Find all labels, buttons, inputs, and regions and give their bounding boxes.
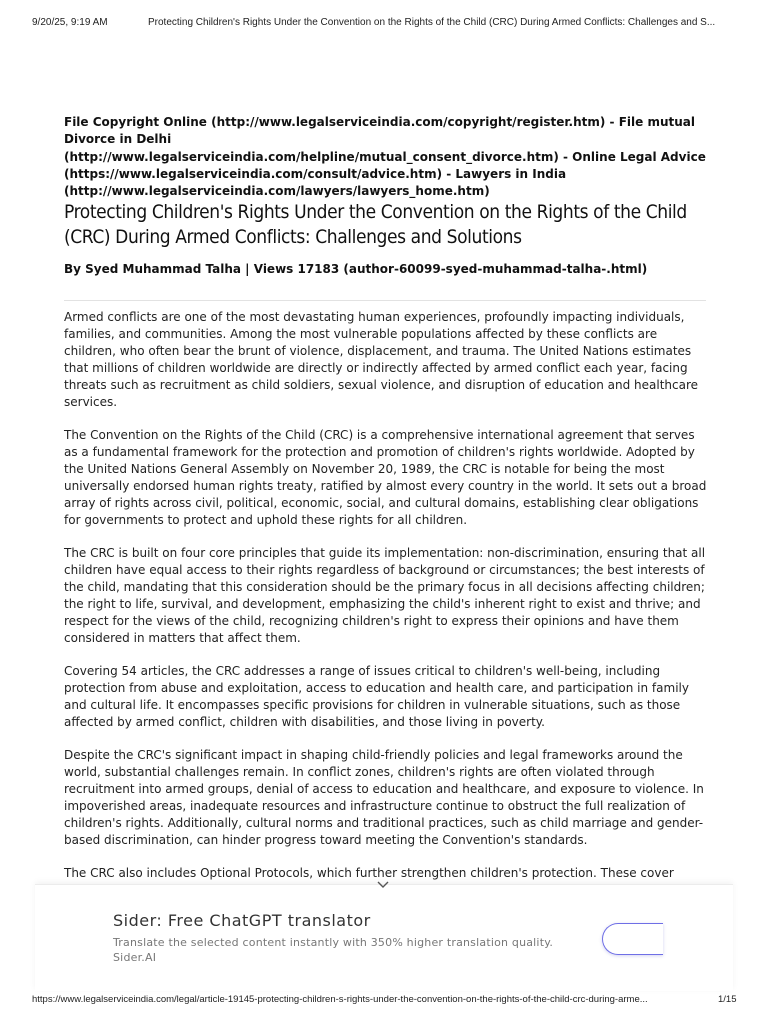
service-link-line[interactable]: (http://www.legalserviceindia.com/lawyers/lawyers_home.htm)	[64, 184, 490, 199]
article-paragraph: The Convention on the Rights of the Child (CRC) is a comprehensive international agreement that serves as a fundamental framework for the protection and promotion of children's rights worldwide. Adopted by the United Nations General Assembly on November 20, 1989, the CRC is notable for being the most universally endorsed human rights treaty, ratified by almost every country in the world. It sets out a broad array of rights across civil, political, economic, social, and cultural domains, establishing clear obligations for governments to protect and uphold these rights for all children.	[64, 428, 707, 527]
article-paragraph: Armed conflicts are one of the most devastating human experiences, profoundly impacting individuals, families, and communities. Among the most vulnerable populations affected by these conflicts are children, who often bear the brunt of violence, displacement, and trauma. The United Nations estimates that millions of children worldwide are directly or indirectly affected by armed conflict each year, facing threats such as recruitment as child soldiers, sexual violence, and disruption of education and healthcare services.	[64, 310, 699, 409]
ad-cta-button[interactable]	[602, 923, 663, 955]
print-page-title: Protecting Children's Rights Under the Convention on the Rights of the Child (CRC) During Armed Conflicts: Challenges and S...	[148, 17, 716, 28]
ad-brand: Sider.AI	[113, 951, 157, 964]
ad-banner[interactable]	[35, 884, 733, 991]
ad-description	[113, 935, 563, 965]
service-links	[64, 114, 714, 200]
divider	[64, 300, 706, 301]
print-header	[0, 0, 768, 40]
print-url: https://www.legalserviceindia.com/legal/article-19145-protecting-children-s-rights-under-the-convention-on-the-rights-of-the-child-crc-during-arme...	[32, 994, 648, 1005]
service-link-line[interactable]: (http://www.legalserviceindia.com/helpline/mutual_consent_divorce.htm) - Online Legal Advice	[64, 149, 706, 164]
article-paragraph: Despite the CRC's significant impact in shaping child-friendly policies and legal frameworks around the world, substantial challenges remain. In conflict zones, children's rights are often violated through recruitment into armed groups, denial of access to education and healthcare, and exposure to violence. In impoverished areas, inadequate resources and infrastructure continue to obstruct the full realization of children's rights. Additionally, cultural norms and traditional practices, such as child marriage and gender-based discrimination, can hinder progress toward meeting the Convention's standards.	[64, 748, 704, 847]
print-footer	[0, 994, 768, 1014]
article-paragraph: The CRC is built on four core principles that guide its implementation: non-discrimination, ensuring that all children have equal access to their rights regardless of background or circumstances; the best interests of the child, mandating that this consideration should be the primary focus in all decisions affecting children; the right to life, survival, and development, emphasizing the child's inherent right to exist and thrive; and respect for the views of the child, recognizing children's right to express their opinions and have them considered in matters that affect them.	[64, 546, 706, 645]
service-link-line[interactable]: File Copyright Online (http://www.legalserviceindia.com/copyright/register.htm) - File mutual Divorce in Delhi	[64, 115, 695, 147]
ad-title[interactable]: Sider: Free ChatGPT translator	[113, 911, 371, 930]
chevron-down-icon[interactable]	[375, 878, 391, 892]
article-paragraph: Covering 54 articles, the CRC addresses a range of issues critical to children's well-being, including protection from abuse and exploitation, access to education and health care, and participation in family and cultural life. It encompasses specific provisions for children in vulnerable situations, such as those affected by armed conflict, children with disabilities, and those living in poverty.	[64, 664, 689, 729]
ad-description-text: Translate the selected content instantly with 350% higher translation quality.	[113, 936, 554, 949]
print-date: 9/20/25, 9:19 AM	[32, 17, 108, 28]
author-byline[interactable]: By Syed Muhammad Talha | Views 17183 (author-60099-syed-muhammad-talha-.html)	[64, 262, 648, 276]
article-title: Protecting Children's Rights Under the Convention on the Rights of the Child (CRC) During Armed Conflicts: Challenges and Solutions	[64, 201, 687, 248]
service-link-line[interactable]: (https://www.legalserviceindia.com/consult/advice.htm) - Lawyers in India	[64, 166, 567, 181]
article-body	[64, 309, 707, 883]
page-number: 1/15	[718, 994, 737, 1005]
article-paragraph: The CRC also includes Optional Protocols, which further strengthen children's protection. These cover	[64, 866, 674, 880]
